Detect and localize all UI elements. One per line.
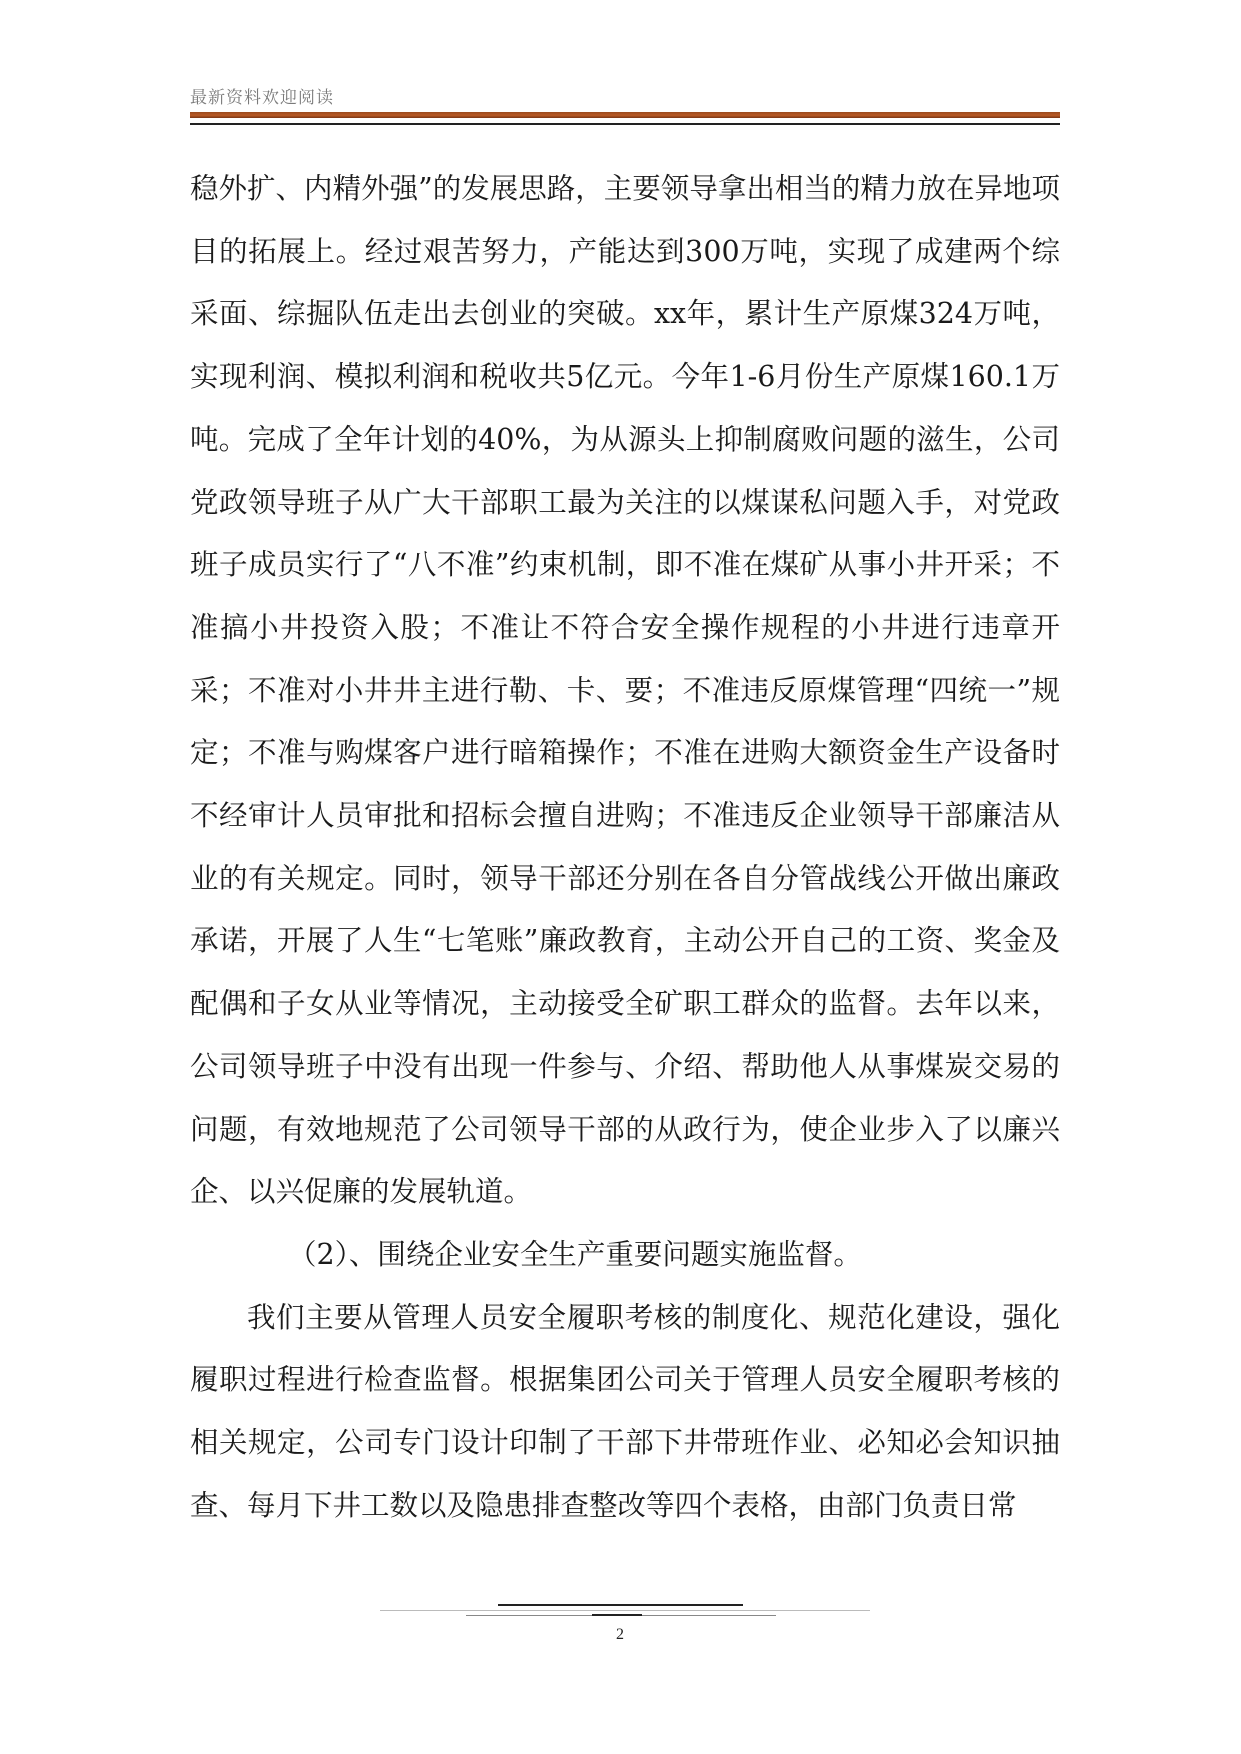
footer-rule <box>380 1610 870 1611</box>
section-heading: （2）、围绕企业安全生产重要问题实施监督。 <box>288 1237 862 1271</box>
paragraph: 我们主要从管理人员安全履职考核的制度化、规范化建设，强化履职过程进行检查监督。根据集团公司关于管理人员安全履职考核的相关规定，公司专门设计印制了干部下井带班作业、必知必会知识抽查、每月下井工数以及隐患排查整改等四个表格，由部门负责日常 <box>190 1300 1060 1522</box>
page-header <box>190 88 1060 108</box>
footer-rule <box>592 1614 642 1616</box>
footer-rules <box>380 1604 870 1624</box>
header-title: 最新资料欢迎阅读 <box>190 88 334 108</box>
footer-rule <box>498 1604 743 1606</box>
header-rule-thick <box>190 112 1060 118</box>
body-text <box>190 158 1060 1537</box>
header-rule-thin <box>190 123 1060 125</box>
page-number: 2 <box>616 1626 624 1643</box>
paragraph-continuation: 稳外扩、内精外强”的发展思路，主要领导拿出相当的精力放在异地项目的拓展上。经过艰苦努力，产能达到300万吨，实现了成建两个综采面、综掘队伍走出去创业的突破。xx年，累计生产原煤324万吨，实现利润、模拟利润和税收共5亿元。今年1-6月份生产原煤160.1万吨。完成了全年计划的40%，为从源头上抑制腐败问题的滋生，公司党政领导班子从广大干部职工最为关注的以煤谋私问题入手，对党政班子成员实行了“八不准”约束机制，即不准在煤矿从事小井开采；不准搞小井投资入股；不准让不符合安全操作规程的小井进行违章开采；不准对小井井主进行勒、卡、要；不准违反原煤管理“四统一”规定；不准与购煤客户进行暗箱操作；不准在进购大额资金生产设备时不经审计人员审批和招标会擅自进购；不准违反企业领导干部廉洁从业的有关规定。同时，领导干部还分别在各自分管战线公开做出廉政承诺，开展了人生“七笔账”廉政教育，主动公开自己的工资、奖金及配偶和子女从业等情况，主动接受全矿职工群众的监督。去年以来，公司领导班子中没有出现一件参与、介绍、帮助他人从事煤炭交易的问题，有效地规范了公司领导干部的从政行为，使企业步入了以廉兴企、以兴促廉的发展轨道。 <box>190 172 1060 1209</box>
